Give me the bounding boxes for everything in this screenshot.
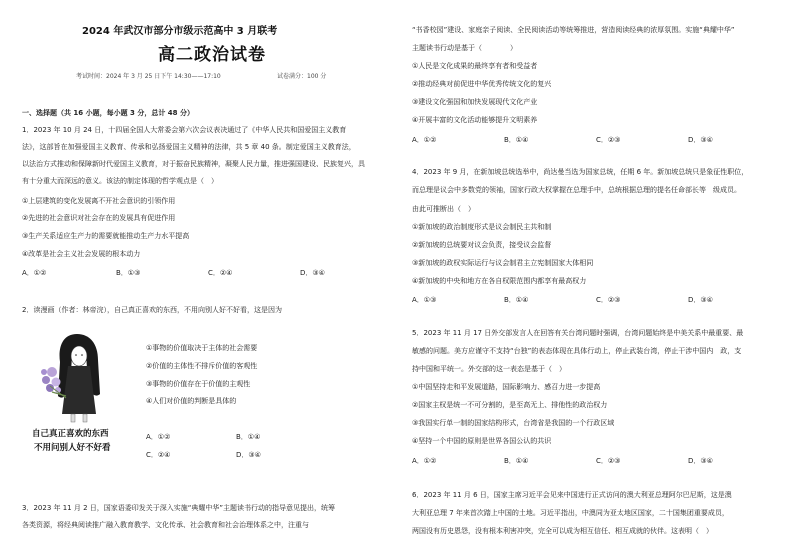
q1-answer-a: A．①② xyxy=(22,269,47,277)
q4-answer-a: A．①③ xyxy=(412,296,437,304)
exam-score: 试卷满分：100 分 xyxy=(277,73,327,80)
cartoon-figure xyxy=(22,326,138,462)
q4-line-2: 而总理是议会中多数党的领袖，国家行政大权掌握在总理手中，总统根据总理的提名任命部长等 级成员。 xyxy=(412,186,741,194)
q4-line-1: 4．2023 年 9 月，在新加坡总统选举中，尚达曼当选为国家总统，任期 6 年。新加坡总统只是象征性职位， xyxy=(412,168,749,176)
cartoon-caption-1: 自己真正喜欢的东西 xyxy=(32,429,109,439)
q4-option-2: ②新加坡的总统要对议会负责，接受议会监督 xyxy=(412,241,552,249)
q6-line-2: 大利亚总理 7 年来首次踏上中国的土地。习近平指出，中澳同为亚太地区国家，二十国集团重要成员， xyxy=(412,509,729,517)
q5-option-2: ②国家主权是统一不可分割的，是至高无上、排他性的政治权力 xyxy=(412,401,608,409)
cartoon-caption-2: 不用问别人好不好看 xyxy=(34,443,111,453)
q4-option-4: ④新加坡的中央和地方在各自权限范围内都享有最高权力 xyxy=(412,277,587,285)
q5-option-3: ③我国实行单一制的国家结构形式，台湾省是我国的一个行政区域 xyxy=(412,419,615,427)
q1-line-2: 法》，这部旨在加强爱国主义教育、传承和弘扬爱国主义精神的法律，共 5 章 40 条。制定爱国主义教育法， xyxy=(22,143,356,151)
q1-option-4: ④改革是社会主义社会发展的根本动力 xyxy=(22,250,141,258)
q6-line-3: 两国没有历史恩怨，没有根本利害冲突，完全可以成为相互信任、相互成就的伙伴。这表明（ ） xyxy=(412,527,713,535)
q5-option-1: ①中国坚持走和平发展道路，国际影响力、感召力进一步提高 xyxy=(412,383,601,391)
cartoon-illustration xyxy=(22,326,138,462)
right-column xyxy=(412,0,782,558)
q1-option-2: ②先进的社会意识对社会存在的发展具有促进作用 xyxy=(22,214,176,222)
q1-answer-c: C．②④ xyxy=(208,269,233,277)
q3-answer-a: A．①② xyxy=(412,136,437,144)
q3-option-3: ③建设文化强国和加快发展现代文化产业 xyxy=(412,98,538,106)
q6-line-1: 6．2023 年 11 月 6 日，国家主席习近平会见来中国进行正式访问的澳大利亚总理阿尔巴尼斯，这是澳 xyxy=(412,491,732,499)
q5-answer-c: C．②③ xyxy=(596,457,621,465)
q3-cont-line-1: “书香校园”建设、家庭亲子阅读、全民阅读活动等统筹推进，营造阅读经典的浓厚氛围。实施“典耀中华” xyxy=(412,26,735,34)
section-heading: 一、选择题（共 16 小题，每小题 3 分，总计 48 分） xyxy=(22,109,194,117)
q4-answer-b: B．①④ xyxy=(504,296,529,304)
exam-time: 考试时间：2024 年 3 月 25 日下午 14:30——17:10 xyxy=(76,73,221,80)
q1-option-1: ①上层建筑的变化发展离不开社会意识的引领作用 xyxy=(22,197,176,205)
q4-option-3: ③新加坡的政权实际运行与议会制君主立宪制国家大体相同 xyxy=(412,259,594,267)
q5-answer-a: A．①② xyxy=(412,457,437,465)
q2-stem: 2．读漫画（作者：林帝浣），自己真正喜欢的东西，不用向别人好不好看，这是因为 xyxy=(22,306,282,314)
q3-line-1: 3．2023 年 11 月 2 日，国家语委印发关于深入实施“典耀中华”主题读书行动的指导意见提出，统筹 xyxy=(22,504,336,512)
q2-answer-d: D．③④ xyxy=(236,451,261,459)
q3-answer-b: B．①④ xyxy=(504,136,529,144)
q2-option-3: ③事物的价值存在于价值的主观性 xyxy=(146,380,251,388)
q2-answer-c: C．②④ xyxy=(146,451,171,459)
q3-line-2: 各类资源，将经典阅读推广融入教育教学、文化传承、社会教育和社会治理体系之中，注重与 xyxy=(22,521,309,529)
q3-answer-d: D．③④ xyxy=(688,136,713,144)
q3-option-2: ②推动经典对前促进中华优秀传统文化的复兴 xyxy=(412,80,552,88)
q3-option-1: ①人民是文化成果的最终享有者和受益者 xyxy=(412,62,538,70)
q1-line-3: 以法治方式推动和保障新时代爱国主义教育，对于振奋民族精神，凝聚人民力量，推进强国建设、民族复兴，具 xyxy=(22,160,365,168)
q5-line-3: 持中国和平统一。外交部的这一表态是基于（ ） xyxy=(412,365,566,373)
q3-cont-line-2: 主题读书行动是基于（ ） xyxy=(412,44,517,52)
q5-line-1: 5．2023 年 11 月 17 日外交部发言人在回答有关台湾问题时强调，台湾问题始终是中美关系中最重要、最 xyxy=(412,329,744,337)
q4-option-1: ①新加坡的政治制度形式是议会制民主共和制 xyxy=(412,223,552,231)
q5-answer-b: B．①④ xyxy=(504,457,529,465)
q1-line-1: 1．2023 年 10 月 24 日，十四届全国人大常委会第六次会议表决通过了《中华人民共和国爱国主义教育 xyxy=(22,126,347,134)
q1-option-3: ③生产关系适应生产力的需要就能推动生产力水平提高 xyxy=(22,232,190,240)
q4-line-3: 由此可推断出（ ） xyxy=(412,205,475,213)
exam-subtitle: 高二政治试卷 xyxy=(158,45,266,65)
q5-line-2: 敏感的问题。美方应谨守不支持“台独”的表态体现在具体行动上，停止武装台湾，停止干涉中国内 政，支 xyxy=(412,347,742,355)
q4-answer-d: D．③④ xyxy=(688,296,713,304)
left-column xyxy=(22,0,398,558)
q2-option-2: ②价值的主体性不排斥价值的客观性 xyxy=(146,362,258,370)
q3-answer-c: C．②③ xyxy=(596,136,621,144)
q1-line-4: 有十分重大而深远的意义。该法的制定体现的哲学观点是（ ） xyxy=(22,177,218,185)
q2-answer-b: B．①④ xyxy=(236,433,261,441)
exam-title: 2024 年武汉市部分市级示范高中 3 月联考 xyxy=(82,26,278,37)
q1-answer-b: B．①③ xyxy=(116,269,141,277)
q4-answer-c: C．②③ xyxy=(596,296,621,304)
q5-option-4: ④坚持一个中国的原则是世界各国公认的共识 xyxy=(412,437,552,445)
q2-answer-a: A．①② xyxy=(146,433,171,441)
q3-option-4: ④开展丰富的文化活动能够提升文明素养 xyxy=(412,116,538,124)
q2-option-1: ①事物的价值取决于主体的社会需要 xyxy=(146,344,258,352)
q2-option-4: ④人们对价值的判断是具体的 xyxy=(146,397,237,405)
q5-answer-d: D．③④ xyxy=(688,457,713,465)
q1-answer-d: D．③④ xyxy=(300,269,325,277)
